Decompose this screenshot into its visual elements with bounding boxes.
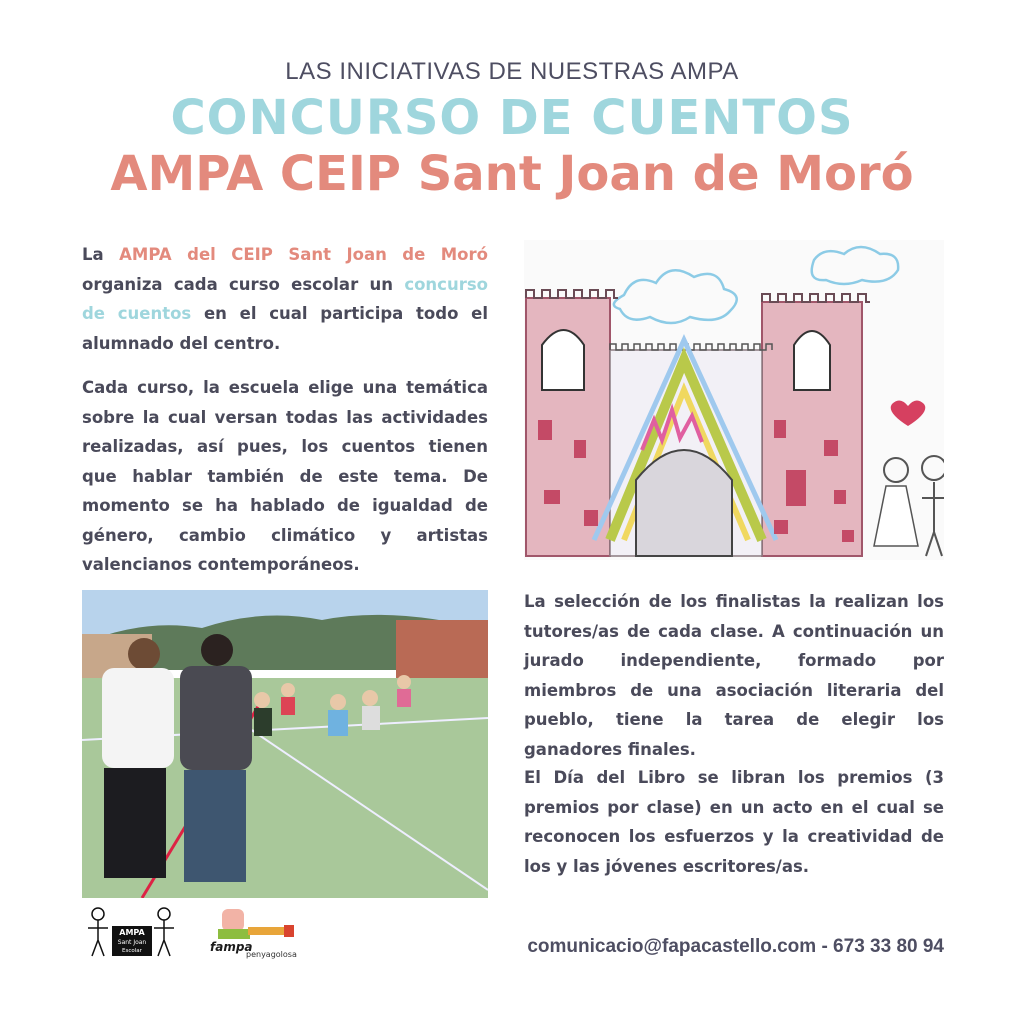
ampa-logo-text-3: Escolar	[122, 948, 142, 954]
fampa-logo-subtext: penyagolosa	[246, 950, 297, 959]
intro-text-1: La	[82, 245, 120, 264]
ampa-logo	[82, 902, 178, 966]
contact-info: comunicacio@fapacastello.com - 673 33 80 94	[527, 936, 944, 957]
header-kicker: LAS INICIATIVAS DE NUESTRAS AMPA	[285, 58, 739, 85]
intro-text-3: en el cual participa todo el alumnado del centro.	[82, 304, 488, 353]
awards-paragraph: El Día del Libro se libran los premios (3 premios por clase) en un acto en el cual se reconocen los esfuerzos y la creatividad de los y las jóvenes escritores/as.	[524, 768, 944, 876]
title-school: AMPA CEIP Sant Joan de Moró	[110, 146, 914, 202]
fampa-logo	[208, 905, 298, 963]
selection-paragraph: La selección de los finalistas la realizan los tutores/as de cada clase. A continuación un jurado independiente, formado por miembros de una asociación literaria del pueblo, tiene la tarea de elegir los ganadores finales.	[524, 592, 944, 759]
contest-highlight: concurso de cuentos	[82, 274, 488, 323]
school-race-photo	[82, 590, 488, 898]
theme-paragraph: Cada curso, la escuela elige una temática sobre la cual versan todas las actividades realizadas, así pues, los cuentos tienen que hablar también de este tema. De momento se ha hablado de igualdad de género, cambio climático y artistas valencianos contemporáneos.	[82, 378, 488, 574]
intro-text-2: organiza cada curso escolar un	[82, 274, 405, 294]
intro-paragraph	[82, 240, 488, 358]
title-contest: CONCURSO DE CUENTOS	[170, 90, 854, 146]
ampa-logo-text-2: Sant Joan	[117, 939, 147, 946]
school-highlight: AMPA del CEIP Sant Joan de Moró	[119, 245, 488, 264]
castle-drawing	[524, 240, 944, 560]
ampa-logo-text-1: AMPA	[119, 928, 145, 937]
fampa-logo-text: fampa	[210, 940, 253, 954]
